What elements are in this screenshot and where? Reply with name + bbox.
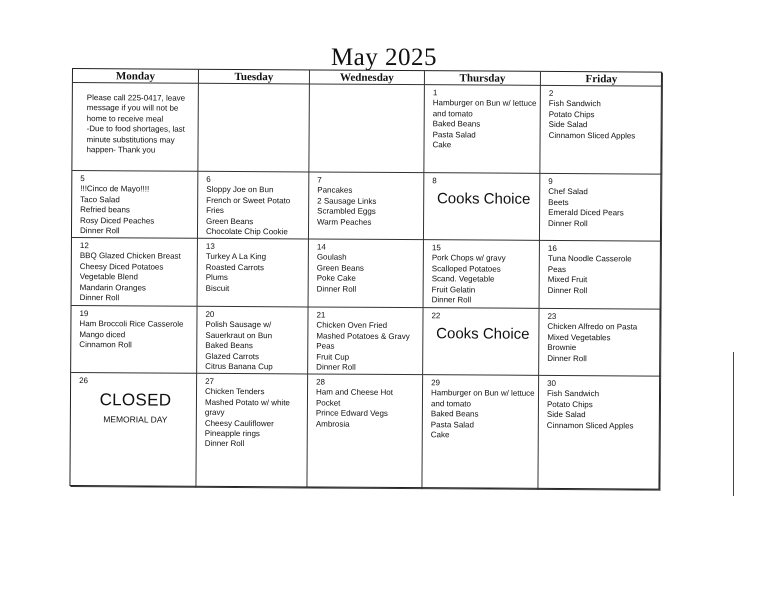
menu-item: Side Salad — [546, 410, 586, 420]
menu-item: Potato Chips — [546, 399, 593, 409]
menu-item: Cheesy Cauliflower — [204, 418, 274, 428]
day-number: 8 — [432, 176, 437, 186]
menu-item: Plums — [205, 273, 228, 283]
notice-line: home to receive meal — [86, 113, 164, 124]
day-number: 22 — [431, 311, 441, 321]
day-header-tuesday: Tuesday — [199, 70, 310, 85]
menu-item: Pork Chops w/ gravy — [431, 253, 506, 264]
menu-item: Chef Salad — [548, 187, 588, 197]
notice-line: minute substitutions may — [86, 134, 175, 145]
day-cell — [540, 241, 662, 310]
menu-item: Fries — [206, 206, 224, 216]
menu-item: Dinner Roll — [316, 284, 357, 294]
menu-item: Fish Sandwich — [546, 389, 600, 399]
day-header-friday: Friday — [541, 72, 663, 87]
menu-item: Pasta Salad — [430, 419, 474, 430]
menu-item: and tomato — [432, 109, 473, 119]
menu-item: Cake — [430, 430, 450, 440]
menu-item: Fruit Cup — [316, 352, 350, 362]
menu-item: Scalloped Potatoes — [431, 264, 501, 274]
cooks-choice-label: Cooks Choice — [436, 190, 531, 209]
day-cell — [72, 171, 198, 239]
menu-item: Prince Edward Vegs — [315, 408, 388, 419]
menu-item: Turkey A La King — [205, 252, 267, 262]
menu-item: Pancakes — [317, 185, 353, 196]
menu-item: Hamburger on Bun w/ lettuce — [432, 98, 537, 109]
menu-item: Dinner Roll — [547, 285, 588, 295]
menu-item: gravy — [204, 408, 225, 418]
notice-line: -Due to food shortages, last — [86, 124, 185, 134]
menu-item: Ambrosia — [315, 419, 350, 429]
menu-item: Cinnamon Sliced Apples — [546, 420, 634, 431]
menu-item: Green Beans — [206, 216, 254, 226]
notice-line: message if you will not be — [86, 103, 179, 114]
menu-item: Cheesy Diced Potatoes — [79, 261, 164, 272]
day-number: 9 — [548, 176, 553, 186]
menu-item: Poke Cake — [316, 273, 356, 283]
menu-item: Side Salad — [548, 120, 588, 130]
day-cell — [424, 240, 540, 309]
day-number: 26 — [79, 376, 89, 386]
menu-item: Baked Beans — [432, 119, 481, 129]
day-cell — [309, 172, 424, 240]
menu-item: Cake — [432, 140, 452, 150]
day-number: 16 — [547, 243, 557, 253]
menu-item: Dinner Roll — [79, 293, 120, 303]
menu-item: !!!Cinco de Mayo!!!! — [80, 184, 150, 194]
day-number: 2 — [548, 88, 554, 98]
menu-item: Mixed Vegetables — [547, 332, 611, 343]
day-number: 12 — [79, 241, 89, 251]
menu-item: Sloppy Joe on Bun — [206, 185, 274, 195]
menu-item: Warm Peaches — [317, 217, 372, 227]
day-cell — [308, 307, 423, 375]
menu-item: Vegetable Blend — [79, 272, 139, 282]
menu-item: BBQ Glazed Chicken Breast — [79, 251, 181, 262]
menu-item: Tuna Noodle Casserole — [547, 254, 632, 264]
menu-item: Peas — [316, 341, 335, 351]
menu-item: Mashed Potatoes & Gravy — [316, 331, 410, 341]
day-cell — [423, 308, 539, 376]
menu-item: Fruit Gelatin — [431, 284, 476, 295]
menu-item: Pasta Salad — [432, 129, 476, 140]
menu-item: Taco Salad — [80, 194, 120, 205]
day-number: 7 — [317, 175, 322, 185]
day-cell — [198, 84, 310, 173]
notice-cell — [72, 83, 199, 172]
notice-line: happen- Thank you — [86, 145, 156, 155]
menu-item: Baked Beans — [205, 341, 253, 351]
menu-item: Cinnamon Sliced Apples — [548, 130, 636, 141]
menu-item: Chicken Oven Fried — [316, 320, 388, 331]
day-number: 28 — [316, 377, 326, 387]
day-number: 13 — [205, 241, 215, 251]
day-number: 20 — [205, 309, 215, 319]
menu-item: Ham and Cheese Hot — [315, 387, 393, 398]
menu-item: Pocket — [315, 398, 341, 408]
day-number: 1 — [432, 88, 438, 98]
menu-item: Chicken Alfredo on Pasta — [547, 322, 638, 332]
menu-item: Dinner Roll — [316, 362, 356, 372]
day-header-wednesday: Wednesday — [310, 70, 425, 85]
menu-item: Dinner Roll — [548, 218, 588, 228]
day-header-monday: Monday — [73, 69, 199, 84]
menu-item: Refried beans — [80, 205, 130, 215]
day-cell — [539, 309, 661, 377]
scan-edge-line — [733, 352, 734, 496]
day-number: 21 — [316, 310, 326, 320]
menu-item: French or Sweet Potato — [206, 195, 291, 206]
menu-item: Fish Sandwich — [548, 99, 601, 109]
notice-line: Please call 225-0417, leave — [86, 93, 186, 103]
day-number: 14 — [316, 242, 326, 252]
menu-item: Roasted Carrots — [205, 262, 265, 272]
day-cell — [196, 374, 308, 489]
menu-item: 2 Sausage Links — [317, 196, 377, 206]
menu-item: Dinner Roll — [79, 226, 120, 236]
menu-item: Potato Chips — [548, 109, 595, 120]
day-cell — [540, 86, 663, 175]
day-cell — [540, 174, 662, 242]
holiday-label: MEMORIAL DAY — [103, 414, 168, 425]
menu-item: Emerald Diced Pears — [548, 208, 624, 218]
day-cell — [72, 238, 198, 307]
menu-item: Mandarin Oranges — [79, 282, 146, 293]
day-cell — [71, 306, 197, 374]
day-cell — [424, 85, 541, 174]
menu-item: Hamburger on Bun w/ lettuce — [430, 388, 535, 399]
closed-label: CLOSED — [99, 390, 172, 411]
menu-item: Citrus Banana Cup — [205, 361, 273, 372]
menu-item: Pineapple rings — [204, 428, 260, 439]
day-number: 27 — [205, 376, 215, 386]
menu-item: Scrambled Eggs — [317, 206, 376, 217]
day-number: 19 — [79, 309, 89, 319]
menu-item: Biscuit — [205, 283, 230, 293]
day-header-thursday: Thursday — [425, 71, 541, 86]
day-cell — [309, 84, 425, 173]
day-number: 30 — [547, 378, 557, 388]
menu-item: Chocolate Chip Cookie — [205, 226, 288, 237]
menu-item: Mixed Fruit — [547, 275, 588, 285]
menu-item: and tomato — [430, 399, 472, 409]
day-cell — [307, 374, 423, 489]
day-cell — [309, 239, 424, 308]
menu-item: Rosy Diced Peaches — [80, 215, 155, 226]
day-cell — [538, 376, 661, 491]
menu-item: Chicken Tenders — [204, 387, 265, 397]
menu-item: Mango diced — [79, 329, 126, 340]
cooks-choice-label: Cooks Choice — [436, 325, 530, 344]
menu-item: Dinner Roll — [431, 295, 472, 305]
menu-item: Glazed Carrots — [205, 351, 260, 361]
day-cell — [424, 173, 540, 241]
menu-item: Green Beans — [316, 263, 364, 273]
menu-item: Scand. Vegetable — [431, 274, 495, 284]
day-number: 23 — [547, 311, 557, 321]
day-cell — [70, 373, 197, 488]
day-cell — [197, 307, 308, 375]
menu-item: Brownie — [547, 343, 577, 353]
menu-item: Polish Sausage w/ — [205, 320, 272, 330]
menu-item: Mashed Potato w/ white — [204, 397, 290, 408]
day-cell — [198, 172, 309, 240]
menu-item: Sauerkraut on Bun — [205, 330, 273, 341]
calendar-title: May 2025 — [330, 44, 438, 71]
menu-item: Dinner Roll — [547, 353, 587, 363]
menu-item: Peas — [547, 264, 567, 274]
day-number: 15 — [431, 243, 441, 253]
menu-calendar-grid — [69, 68, 662, 490]
day-number: 29 — [431, 378, 441, 388]
menu-item: Dinner Roll — [204, 439, 245, 449]
menu-item: Goulash — [316, 252, 347, 263]
menu-item: Cinnamon Roll — [79, 340, 132, 350]
day-cell — [422, 375, 539, 490]
menu-item: Beets — [548, 197, 569, 207]
day-number: 5 — [80, 174, 85, 184]
menu-item: Baked Beans — [430, 409, 479, 419]
day-cell — [198, 239, 309, 308]
day-number: 6 — [206, 174, 211, 184]
menu-item: Ham Broccoli Rice Casserole — [79, 319, 184, 330]
